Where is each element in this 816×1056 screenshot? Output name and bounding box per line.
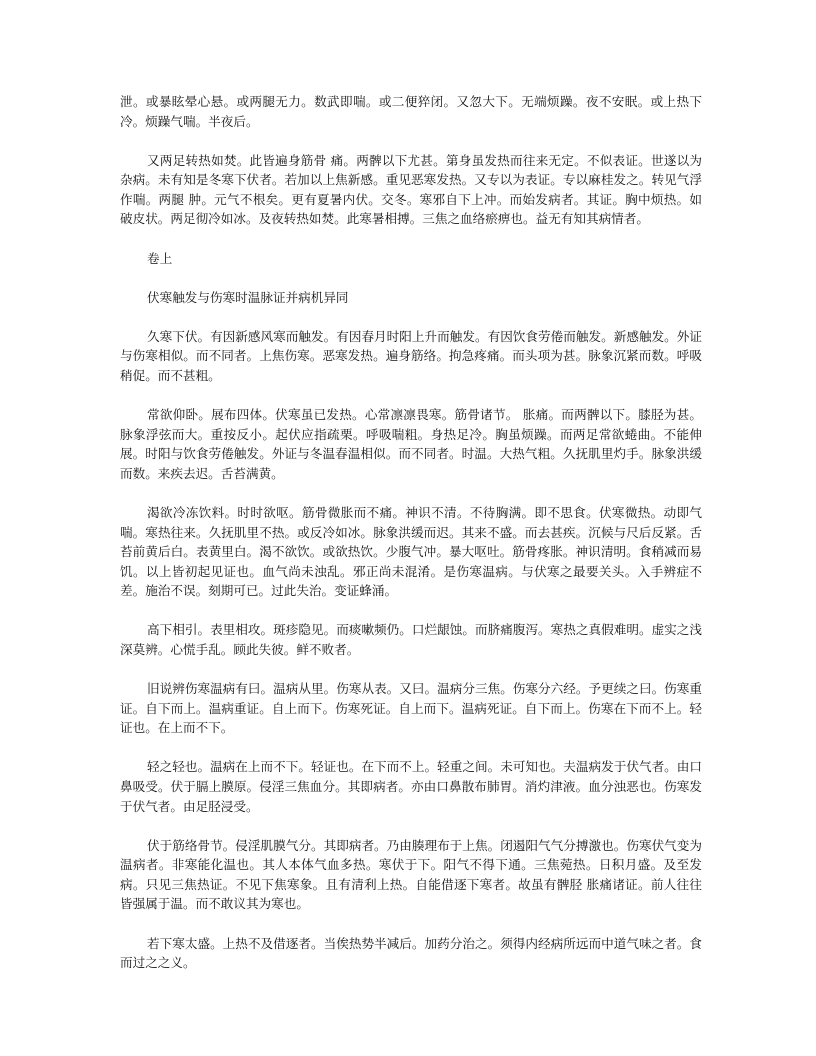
paragraph: 渴欲冷冻饮料。时时欲呕。筋骨微胀而不痛。神识不清。不待胸满。即不思食。伏寒微热。动即气喘。寒热往来。久抚肌里不热。或反冷如冰。脉象洪缓而迟。其来不盛。而去甚疾。沉候与尺后反紧。舌苔前黄后白。表黄里白。渴不欲饮。或欲热饮。少腹气冲。暴大呕吐。筋骨疼胀。神识清明。食稍减而易饥。以上皆初起见证也。血气尚未浊乱。邪正尚未混淆。是伤寒温病。与伏寒之最要关头。入手辨症不差。施治不误。刻期可已。过此失治。变证蜂涌。 bbox=[120, 504, 702, 599]
paragraph: 久寒下伏。有因新感风寒而触发。有因春月时阳上升而触发。有因饮食劳倦而触发。新感触发。外证与伤寒相似。而不同者。上焦伤寒。恶寒发热。遍身筋络。拘急疼痛。而头项为甚。脉象沉紧而数。呼吸稍促。而不甚粗。 bbox=[120, 328, 702, 383]
section-title: 伏寒触发与伤寒时温脉证并病机异同 bbox=[147, 289, 349, 305]
paragraph: 伏于筋络骨节。侵淫肌膜气分。其即病者。乃由腠理布于上焦。闭遏阳气气分搏激也。伤寒伏气变为温病者。非寒能化温也。其人本体气血多热。寒伏于下。阳气不得下通。三焦菀热。日积月盛。及至发病。只见三焦热证。不见下焦寒象。且有清利上热。自能借逐下寒者。故虽有髀胫 胀痛诸证。前人往往皆强属于温。而不敢议其为寒也。 bbox=[120, 837, 702, 912]
document-page bbox=[120, 92, 702, 992]
paragraph: 旧说辨伤寒温病有曰。温病从里。伤寒从表。又曰。温病分三焦。伤寒分六经。予更续之曰。伤寒重证。自下而上。温病重证。自上而下。伤寒死证。自上而下。温病死证。自下而上。伤寒在下而不上。轻证也。在上而不下。 bbox=[120, 681, 702, 736]
paragraph: 常欲仰卧。展布四体。伏寒虽已发热。心常凛凛畏寒。筋骨诸节。 胀痛。而两髀以下。膝胫为甚。脉象浮弦而大。重按反小。起伏应指疏栗。呼吸喘粗。身热足冷。胸虽烦躁。而两足常欲蜷曲。不能伸展。时阳与饮食劳倦触发。外证与冬温春温相似。而不同者。时温。大热气粗。久抚肌里灼手。脉象洪缓而数。来疾去迟。舌苔满黄。 bbox=[120, 407, 702, 481]
paragraph: 高下相引。表里相攻。斑疹隐见。而痰嗽频仍。口烂龈蚀。而脐痛腹泻。寒热之真假难明。虚实之浅深莫辨。心慌手乱。顾此失彼。鲜不败者。 bbox=[120, 622, 702, 657]
paragraph: 轻之轻也。温病在上而不下。轻证也。在下而不上。轻重之间。未可知也。夫温病发于伏气者。由口鼻吸受。伏于膈上膜原。侵淫三焦血分。其即病者。亦由口鼻散布肺胃。消灼津液。血分浊恶也。伤寒发于伏气者。由足胫浸受。 bbox=[120, 759, 702, 814]
paragraph: 又两足转热如焚。此皆遍身筋骨 痛。两髀以下尤甚。第身虽发热而往来无定。不似表证。世遂以为杂病。未有知是冬寒下伏者。若加以上焦新感。重见恶寒发热。又专以为表证。专以麻桂发之。转见气浮作喘。两腿 肿。元气不根矣。更有夏暑内伏。交冬。寒邪自下上冲。而始发病者。其证。胸中烦热。如破皮状。两足彻冷如冰。及夜转热如焚。此寒暑相搏。三焦之血络瘀痹也。益无有知其病情者。 bbox=[120, 152, 702, 227]
paragraph: 若下寒太盛。上热不及借逐者。当俟热势半减后。加药分治之。须得内经病所远而中道气味之者。食而过之之义。 bbox=[120, 935, 702, 971]
volume-heading: 卷上 bbox=[147, 250, 173, 266]
paragraph-continuation: 泄。或暴眩晕心悬。或两腿无力。数武即喘。或二便猝闭。又忽大下。无端烦躁。夜不安眠。或上热下冷。烦躁气喘。半夜后。 bbox=[120, 94, 702, 129]
